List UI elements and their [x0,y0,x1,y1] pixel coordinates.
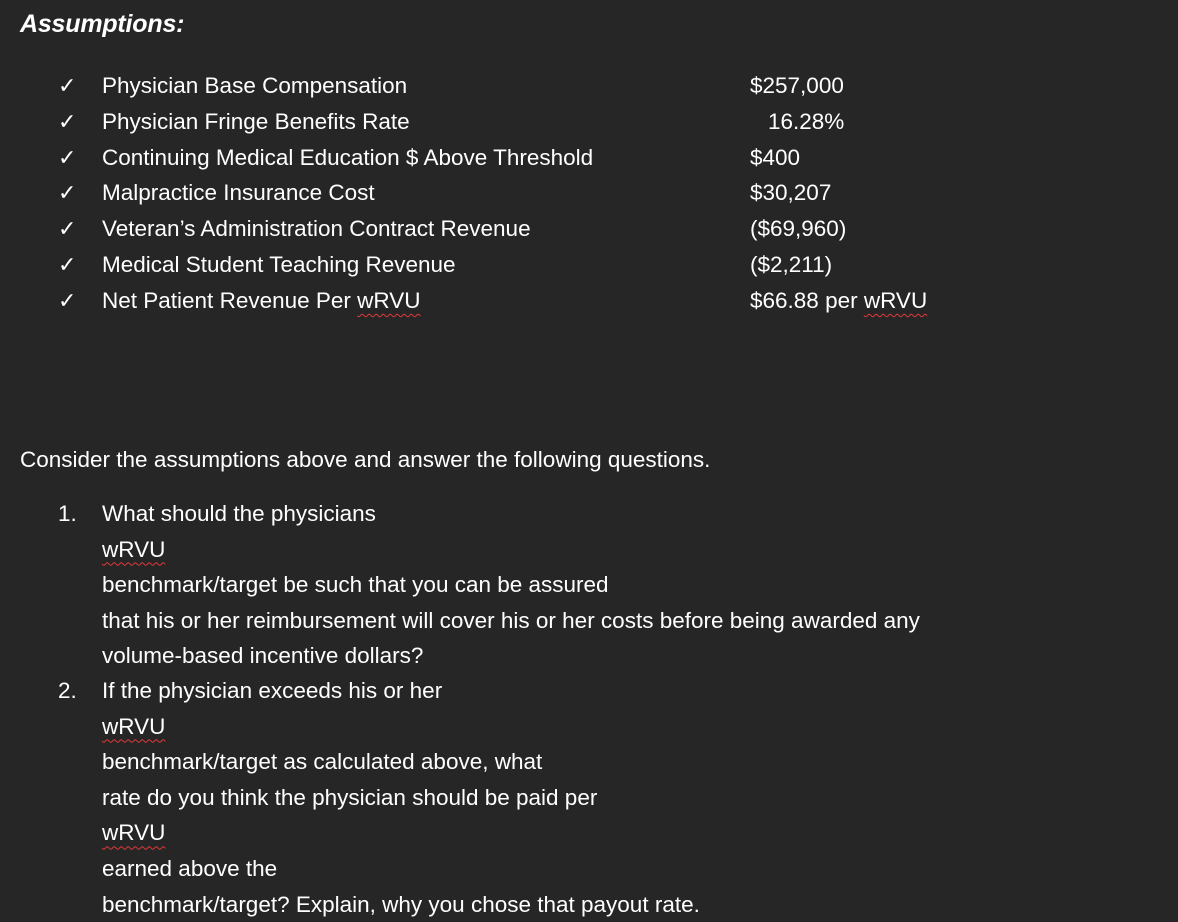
instructions-text: Consider the assumptions above and answer the following questions. [20,447,711,472]
assumption-value: 16.28% [768,108,845,134]
spellcheck-term: wRVU [102,713,166,739]
text-fragment: benchmark/target be such that you can be assured [102,572,609,598]
question-line [102,673,1062,780]
assumption-label: Continuing Medical Education $ Above Threshold [102,144,594,170]
question-line: volume-based incentive dollars? [102,643,424,669]
check-icon: ✓ [58,180,77,206]
assumption-value: $257,000 [750,73,844,98]
label-text: Net Patient Revenue Per [102,287,358,313]
assumption-value [750,283,927,319]
check-icon: ✓ [58,144,77,170]
assumption-row [58,247,1058,283]
assumption-label: Medical Student Teaching Revenue [102,251,456,277]
assumption-row [58,68,1058,104]
assumption-row [58,211,1058,247]
question-line [102,780,1062,887]
text-fragment: rate do you think the physician should be paid per [102,784,598,810]
assumption-value: $30,207 [750,180,832,206]
assumption-label: Physician Fringe Benefits Rate [102,108,410,134]
assumption-label: Physician Base Compensation [102,73,408,98]
text-fragment: If the physician exceeds his or her [102,678,443,703]
check-icon: ✓ [58,108,77,134]
spellcheck-term: wRVU [863,287,928,313]
assumptions-list [58,68,1058,319]
question-text [102,496,1062,674]
question-number: 2. [58,678,77,703]
check-icon: ✓ [58,251,77,277]
assumption-row [58,175,1058,211]
assumption-label: Malpractice Insurance Cost [102,180,375,206]
question-line: that his or her reimbursement will cover his or her costs before being awarded any [102,607,920,633]
spellcheck-term: wRVU [102,536,166,562]
question-line [102,496,1062,603]
assumption-label: Veteran’s Administration Contract Revenue [102,216,531,242]
check-icon: ✓ [58,73,77,98]
assumption-value: ($2,211) [750,251,833,277]
assumption-value: ($69,960) [750,216,847,242]
assumptions-heading: Assumptions: [20,10,185,38]
question-number: 1. [58,501,77,526]
assumption-row [58,140,1058,176]
spellcheck-term: wRVU [357,287,421,313]
assumption-value: $400 [750,144,801,170]
text-fragment: What should the physicians [102,501,376,526]
spellcheck-term: wRVU [102,820,166,846]
question-text [102,673,1062,922]
assumption-label [102,283,421,319]
check-icon: ✓ [58,216,77,242]
value-text: $66.88 per [750,287,864,313]
assumption-row [58,283,1058,319]
assumption-row [58,104,1058,140]
text-fragment: earned above the [102,855,278,881]
question-line: benchmark/target? Explain, why you chose that payout rate. [102,891,700,917]
check-icon: ✓ [58,287,77,313]
text-fragment: benchmark/target as calculated above, what [102,749,543,775]
